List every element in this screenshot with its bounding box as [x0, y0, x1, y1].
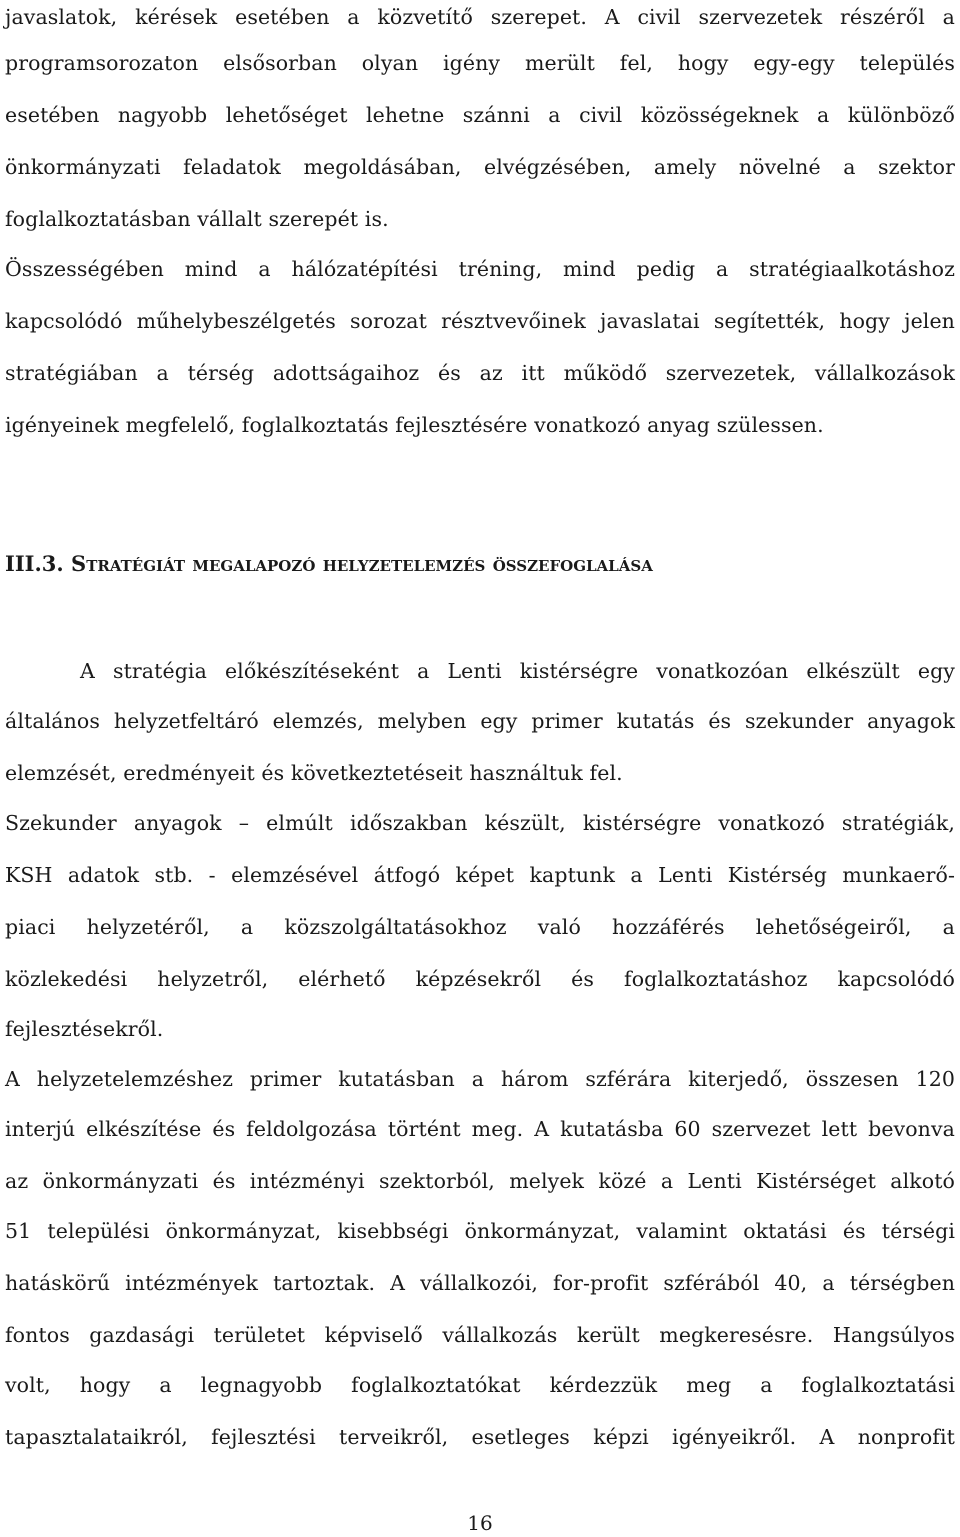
paragraph-1-line: esetében nagyobb lehetőséget lehetne szánni a civil közösségeknek a különböző: [5, 103, 955, 127]
paragraph-1-line: foglalkoztatásban vállalt szerepét is.: [5, 207, 389, 231]
paragraph-2-line: stratégiában a térség adottságaihoz és az itt működő szervezetek, vállalkozások: [5, 361, 955, 385]
paragraph-4-line: Szekunder anyagok – elmúlt időszakban készült, kistérségre vonatkozó stratégiák,: [5, 811, 955, 835]
paragraph-5-line: tapasztalataikról, fejlesztési terveikről, esetleges képzi igényeikről. A nonprofit: [5, 1425, 955, 1449]
section-heading: [5, 547, 653, 581]
paragraph-2-line: kapcsolódó műhelybeszélgetés sorozat résztvevőinek javaslatai segítették, hogy jelen: [5, 309, 955, 333]
paragraph-5-line: interjú elkészítése és feldolgozása történt meg. A kutatásba 60 szervezet lett bevonva: [5, 1117, 955, 1141]
page-number: 16: [467, 1511, 493, 1535]
paragraph-5-line: hatáskörű intézmények tartoztak. A vállalkozói, for-profit szférából 40, a térségben: [5, 1271, 955, 1295]
paragraph-3-line: A stratégia előkészítéseként a Lenti kistérségre vonatkozóan elkészült egy: [80, 659, 955, 683]
paragraph-1-line: önkormányzati feladatok megoldásában, elvégzésében, amely növelné a szektor: [5, 155, 955, 179]
paragraph-3-line: általános helyzetfeltáró elemzés, melyben egy primer kutatás és szekunder anyagok: [5, 709, 955, 733]
paragraph-2-line: igényeinek megfelelő, foglalkoztatás fejlesztésére vonatkozó anyag szülessen.: [5, 413, 824, 437]
paragraph-5-line: az önkormányzati és intézményi szektorból, melyek közé a Lenti Kistérséget alkotó: [5, 1169, 955, 1193]
paragraph-5-line: A helyzetelemzéshez primer kutatásban a három szférára kiterjedő, összesen 120: [5, 1067, 955, 1091]
paragraph-2-line: Összességében mind a hálózatépítési tréning, mind pedig a stratégiaalkotáshoz: [5, 257, 955, 281]
paragraph-5-line: fontos gazdasági területet képviselő vállalkozás került megkeresésre. Hangsúlyos: [5, 1323, 955, 1347]
paragraph-4-line: közlekedési helyzetről, elérhető képzésekről és foglalkoztatáshoz kapcsolódó: [5, 967, 955, 991]
paragraph-3-line: elemzését, eredményeit és következtetéseit használtuk fel.: [5, 761, 623, 785]
paragraph-5-line: volt, hogy a legnagyobb foglalkoztatókat kérdezzük meg a foglalkoztatási: [5, 1373, 955, 1397]
paragraph-5-line: 51 települési önkormányzat, kisebbségi önkormányzat, valamint oktatási és térségi: [5, 1219, 955, 1243]
section-title: Stratégiát megalapozó helyzetelemzés összefoglalása: [71, 551, 653, 576]
paragraph-4-line: piaci helyzetéről, a közszolgáltatásokhoz való hozzáférés lehetőségeiről, a: [5, 915, 955, 939]
paragraph-1-line: programsorozaton elsősorban olyan igény merült fel, hogy egy-egy település: [5, 51, 955, 75]
section-number: III.3.: [5, 551, 64, 576]
paragraph-1-line: javaslatok, kérések esetében a közvetítő szerepet. A civil szervezetek részéről a: [5, 5, 955, 29]
paragraph-4-line: fejlesztésekről.: [5, 1017, 164, 1041]
paragraph-4-line: KSH adatok stb. - elemzésével átfogó képet kaptunk a Lenti Kistérség munkaerő-: [5, 863, 955, 887]
